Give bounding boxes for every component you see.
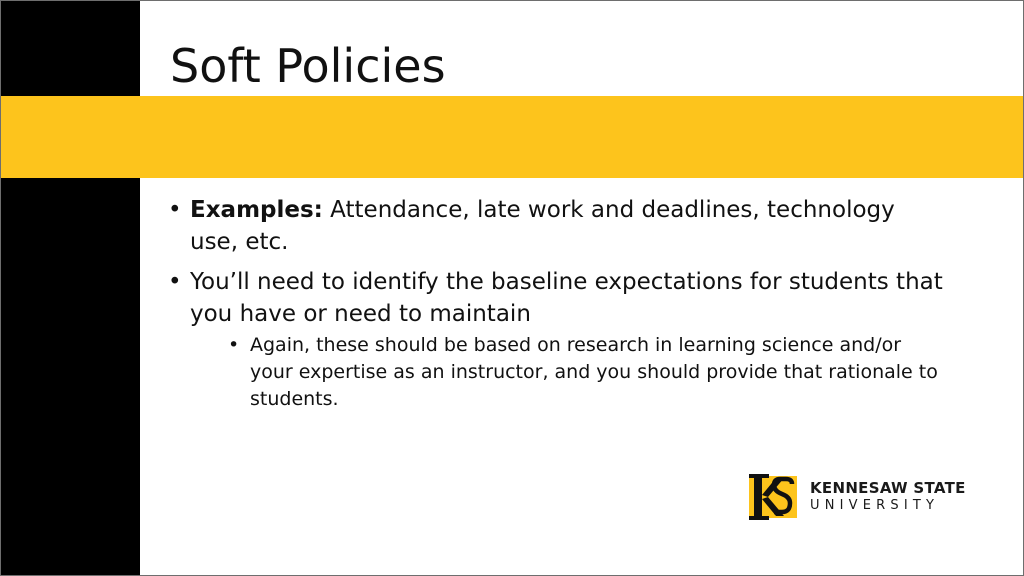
bullet-text: Attendance, late work and deadlines, technology use, etc. [190, 197, 895, 255]
logo-line-2: UNIVERSITY [810, 498, 940, 513]
gold-title-band [0, 96, 1024, 178]
university-logo [746, 470, 966, 524]
ksu-monogram-icon [746, 470, 800, 524]
sub-bullet-item [228, 332, 948, 413]
bullet-dot: • [168, 197, 182, 223]
sub-bullet-text: Again, these should be based on research in learning science and/or your expertise as an instructor, and you should provide that rationale to students. [250, 334, 938, 410]
slide-body [168, 194, 948, 421]
bullet-label: Examples: [190, 197, 323, 223]
left-black-bar [0, 0, 140, 576]
bullet-text: You’ll need to identify the baseline expectations for students that you have or need to maintain [190, 269, 943, 327]
slide-title: Soft Policies [170, 39, 446, 93]
bullet-item [168, 194, 948, 258]
bullet-dot: • [228, 334, 240, 356]
bullet-item [168, 266, 948, 413]
bullet-dot: • [168, 269, 182, 295]
logo-text [810, 479, 966, 515]
logo-line-1: KENNESAW STATE [810, 479, 966, 497]
